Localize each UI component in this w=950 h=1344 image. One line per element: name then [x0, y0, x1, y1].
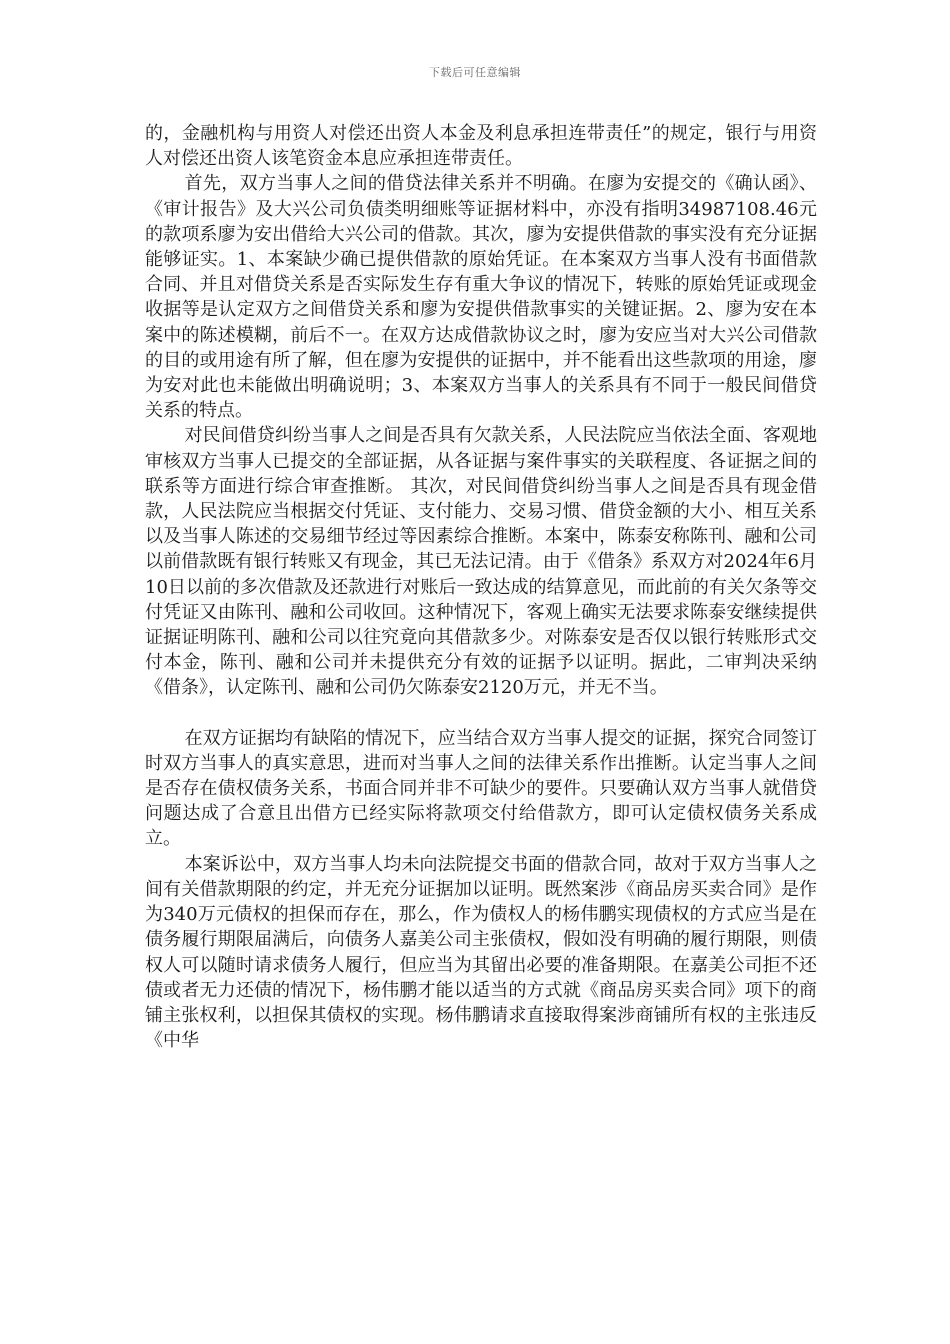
paragraph-2: 首先，双方当事人之间的借贷法律关系并不明确。在廖为安提交的《确认函》、《审计报告》及大兴公司负债类明细账等证据材料中，亦没有指明34987108.46元的款项系廖为安出借给大兴公司的借款。其次，廖为安提供借款的事实没有充分证据能够证实。1、本案缺少确已提供借款的原始凭证。在本案双方当事人没有书面借款合同、并且对借贷关系是否实际发生存有重大争议的情况下，转账的原始凭证或现金收据等是认定双方之间借贷关系和廖为安提供借款事实的关键证据。2、廖为安在本案中的陈述模糊，前后不一。在双方达成借款协议之时，廖为安应当对大兴公司借款的目的或用途有所了解，但在廖为安提供的证据中，并不能看出这些款项的用途，廖为安对此也未能做出明确说明；3、本案双方当事人的关系具有不同于一般民间借贷关系的特点。	[145, 173, 817, 422]
page-header: 下载后可任意编辑	[429, 66, 521, 79]
document-body	[145, 121, 817, 1053]
paragraph-1: 的，金融机构与用资人对偿还出资人本金及利息承担连带责任”的规定，银行与用资人对偿还出资人该笔资金本息应承担连带责任。	[145, 123, 817, 170]
paragraph-5: 本案诉讼中，双方当事人均未向法院提交书面的借款合同，故对于双方当事人之间有关借款期限的约定，并无充分证据加以证明。既然案涉《商品房买卖合同》是作为340万元债权的担保而存在，那么，作为债权人的杨伟鹏实现债权的方式应当是在债务履行期限届满后，向债务人嘉美公司主张债权，假如没有明确的履行期限，则债权人可以随时请求债务人履行，但应当为其留出必要的准备期限。在嘉美公司拒不还债或者无力还债的情况下，杨伟鹏才能以适当的方式就《商品房买卖合同》项下的商铺主张权利，以担保其债权的实现。杨伟鹏请求直接取得案涉商铺所有权的主张违反《中华	[145, 853, 817, 1052]
paragraph-4: 在双方证据均有缺陷的情况下，应当结合双方当事人提交的证据，探究合同签订时双方当事人的真实意思，进而对当事人之间的法律关系作出推断。认定当事人之间是否存在债权债务关系，书面合同并非不可缺少的要件。只要确认双方当事人就借贷问题达成了合意且出借方已经实际将款项交付给借款方，即可认定债权债务关系成立。	[145, 727, 817, 850]
paragraph-3: 对民间借贷纠纷当事人之间是否具有欠款关系，人民法院应当依法全面、客观地审核双方当事人已提交的全部证据，从各证据与案件事实的关联程度、各证据之间的联系等方面进行综合审查推断。 其次，对民间借贷纠纷当事人之间是否具有现金借款，人民法院应当根据交付凭证、支付能力、交易习惯、借贷金额的大小、相互关系以及当事人陈述的交易细节经过等因素综合推断。本案中，陈泰安称陈刊、融和公司以前借款既有银行转账又有现金，其已无法记清。由于《借条》系双方对2024年6月10日以前的多次借款及还款进行对账后一致达成的结算意见，而此前的有关欠条等交付凭证又由陈刊、融和公司收回。这种情况下，客观上确实无法要求陈泰安继续提供证据证明陈刊、融和公司以往究竟向其借款多少。对陈泰安是否仅以银行转账形式交付本金，陈刊、融和公司并未提供充分有效的证据予以证明。据此，二审判决采纳《借条》，认定陈刊、融和公司仍欠陈泰安2120万元，并无不当。	[145, 425, 817, 699]
